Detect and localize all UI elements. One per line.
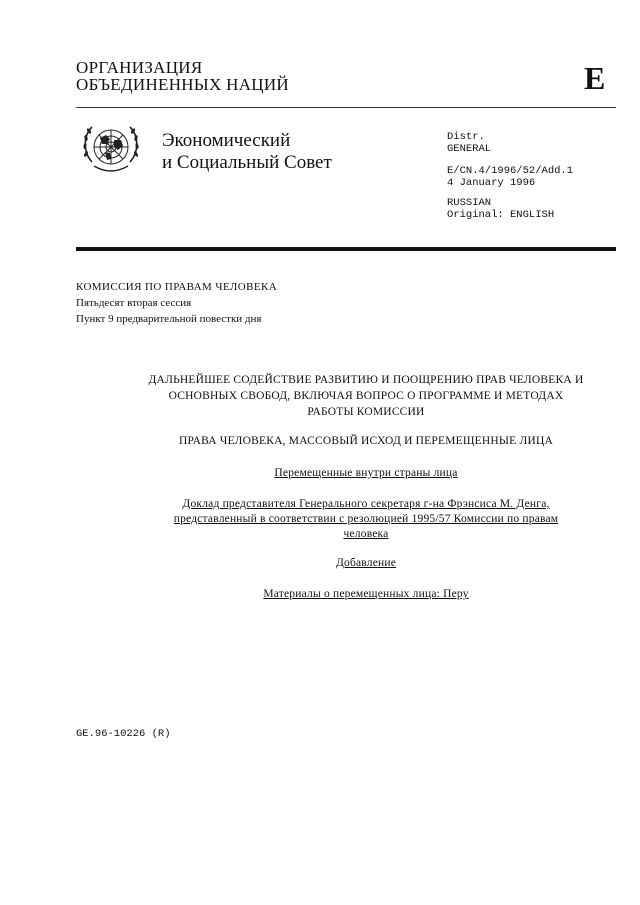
job-number: GE.96-10226 (R) <box>76 728 171 740</box>
un-emblem-icon <box>78 118 144 180</box>
header-divider <box>76 107 616 108</box>
addendum-heading: Добавление <box>335 557 397 569</box>
session-label: Пятьдесят вторая сессия <box>76 297 192 309</box>
language-code: E <box>584 60 606 96</box>
org-name-line1: ОРГАНИЗАЦИЯ <box>76 58 203 77</box>
original-language: Original: ENGLISH <box>447 209 555 221</box>
distr-value: GENERAL <box>447 143 492 155</box>
title-line1: ДАЛЬНЕЙШЕЕ СОДЕЙСТВИЕ РАЗВИТИЮ И ПООЩРЕНИЮ ПРАВ ЧЕЛОВЕКА И <box>148 374 584 386</box>
distr-label: Distr. <box>447 131 485 143</box>
document-language: RUSSIAN <box>447 197 492 209</box>
topic-heading: Перемещенные внутри страны лица <box>274 467 458 479</box>
report-line1: Доклад представителя Генерального секретаря г-на Фрэнсиса М. Денга, <box>182 498 550 510</box>
title-line2: ОСНОВНЫХ СВОБОД, ВКЛЮЧАЯ ВОПРОС О ПРОГРАММЕ И МЕТОДАХ <box>168 390 564 402</box>
org-name-line2: ОБЪЕДИНЕННЫХ НАЦИЙ <box>76 75 290 94</box>
report-line2: представленный в соответствии с резолюцией 1995/57 Комиссии по правам <box>173 513 559 525</box>
document-date: 4 January 1996 <box>447 177 536 189</box>
commission-name: КОМИССИЯ ПО ПРАВАМ ЧЕЛОВЕКА <box>76 281 278 293</box>
council-name-line1: Экономический <box>162 130 291 151</box>
report-line3: человека <box>343 528 389 540</box>
council-name-line2: и Социальный Совет <box>162 152 332 173</box>
title-line3: РАБОТЫ КОМИССИИ <box>307 406 425 418</box>
agenda-item: Пункт 9 предварительной повестки дня <box>76 313 262 325</box>
subtitle: ПРАВА ЧЕЛОВЕКА, МАССОВЫЙ ИСХОД И ПЕРЕМЕЩЕННЫЕ ЛИЦА <box>179 435 553 447</box>
materials-heading: Материалы о перемещенных лица: Перу <box>263 588 469 600</box>
header-bottom-rule <box>76 247 616 251</box>
document-symbol: E/CN.4/1996/52/Add.1 <box>447 165 574 177</box>
